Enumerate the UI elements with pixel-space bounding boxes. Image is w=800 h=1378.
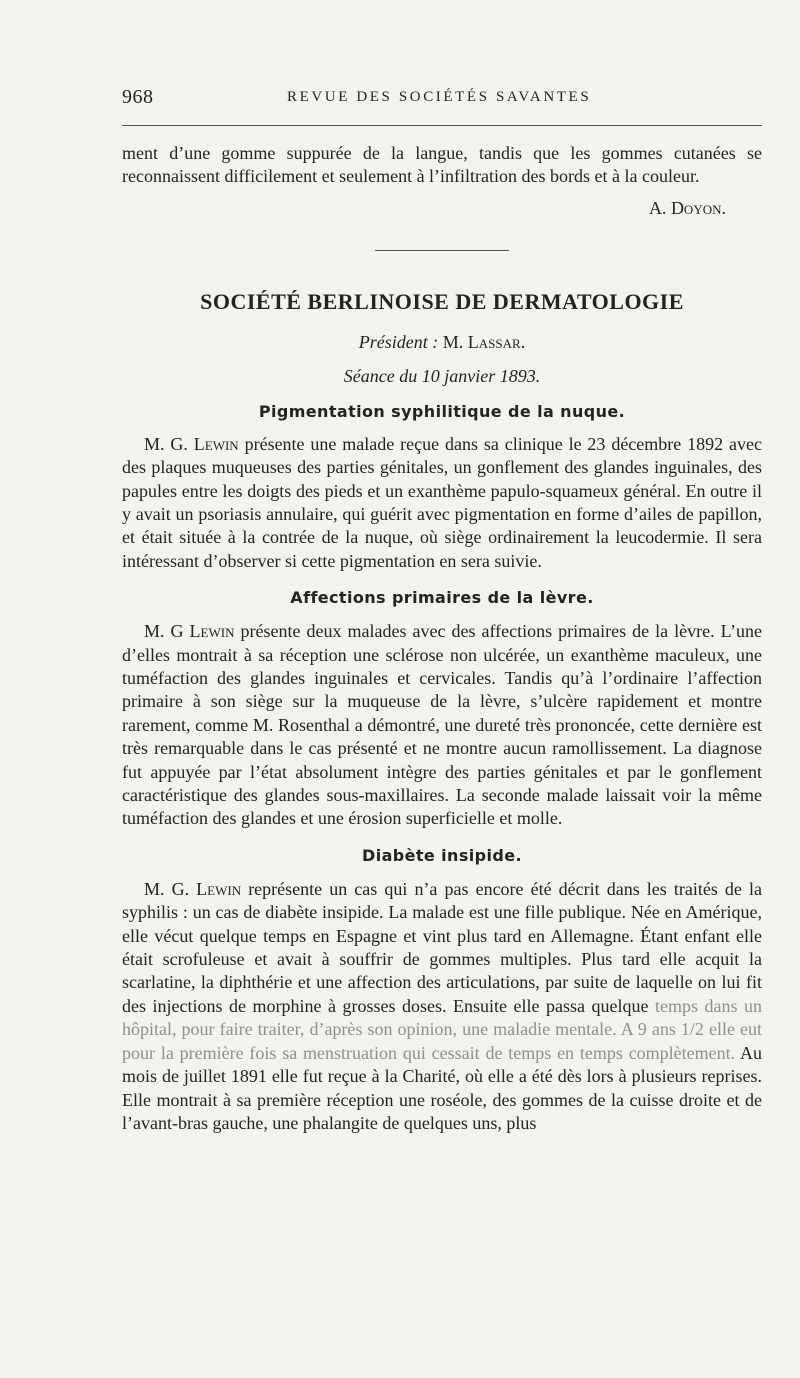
section-paragraph [122,878,762,1135]
section-lip-affections [122,587,762,831]
paragraph-body: représente un cas qui n’a pas encore été décrit dans les traités de la syphilis : un cas de diabète insipide. La malade est une fille publique. Née en Amérique, elle vécut quelque temps en Espagne et vint plus tard en Allemagne. Étant enfant elle était scrofuleuse et avait à souffrir de gommes multiples. Plus tard elle acquit la scarlatine, la diphthérie et une affection des articulations, par suite de laquelle on lui fit des injections de morphine à grosses doses. Ensuite elle passa quelque [122,878,762,1016]
page-header [122,86,762,110]
speaker-prefix: M. G. [144,878,197,899]
president-name: Lassar. [467,331,526,352]
section-paragraph [122,433,762,573]
author-signature [122,197,726,220]
article-content [122,142,762,1135]
paragraph-body: présente deux malades avec des affections primaires de la lèvre. L’une d’elles montrait à sa réception une sclérose non ulcérée, un exanthème maculeux, une tuméfaction des glandes inguinales et cervicales. Tandis qu’à l’ordinaire l’affection primaire à son siège sur la muqueuse de la lèvre, s’ulcère rapidement et montre rarement, comme M. Rosenthal a démontré, une dureté très prononcée, cette dernière est très remarquable dans le cas présenté et ne montre aucun ramollissement. La diagnose fut appuyée par l’état absolument intègre des parties génitales et par le gonflement caractéristique des glandes sous-maxillaires. La seconde malade laissait voir la même tuméfaction des glandes et une érosion superficielle et molle. [122,621,762,829]
section-paragraph [122,620,762,831]
speaker-name: Lewin [193,433,239,454]
paragraph-ending: Au mois de juillet 1891 elle fut reçue à la Charité, où elle a été dès lors à plusieurs reprises. Elle montrait à sa première réception une roséole, des gommes de la cuisse droite et de l’avant-bras gauche, une phalangite de quelques uns, plus [122,1042,762,1133]
president-line [122,331,762,354]
faded-print-text: temps dans un hôpital, pour faire traiter, d’après son opinion, une maladie mentale. A 9 ans 1/2 elle eut pour la première fois sa menstruation qui cessait de temps en temps complètement. [122,995,762,1063]
page-number: 968 [122,86,154,108]
header-divider [122,125,762,126]
speaker-name: Lewin [189,621,235,642]
section-title: Diabète insipide. [362,845,522,865]
president-prefix: M. [442,331,468,352]
session-date: Séance du 10 janvier 1893. [343,366,541,387]
speaker-name: Lewin [196,878,242,899]
paragraph-body: présente une malade reçue dans sa clinique le 23 décembre 1892 avec des plaques muqueuses des parties génitales, un gonflement des glandes inguinales, des papules entre les doigts des pieds et un exanthème papulo-squameux général. En outre il y avait un psoriasis annulaire, qui guérit avec pigmentation en forme d’ailes de papillon, et était située à la contrée de la nuque, où siège ordinairement la leucodermie. Il sera intéressant d’observer si cette pigmentation en sera suivie. [122,433,762,571]
running-title: REVUE DES SOCIÉTÉS SAVANTES [287,89,592,105]
section-pigmentation [122,401,762,573]
speaker-prefix: M. G [144,621,190,642]
signature-initial: A. [648,197,671,218]
section-diabetes-insipidus [122,845,762,1135]
society-title: SOCIÉTÉ BERLINOISE DE DERMATOLOGIE [200,289,684,315]
continued-paragraph: ment d’une gomme suppurée de la langue, tandis que les gommes cutanées se reconnaissent difficilement et seulement à l’infiltration des bords et à la couleur. [122,143,762,187]
speaker-prefix: M. G. [144,433,194,454]
section-divider [375,250,509,251]
section-title: Pigmentation syphilitique de la nuque. [258,401,626,421]
president-label: Président : [358,331,439,352]
signature-name: Doyon. [670,197,726,218]
section-title: Affections primaires de la lèvre. [290,588,594,608]
